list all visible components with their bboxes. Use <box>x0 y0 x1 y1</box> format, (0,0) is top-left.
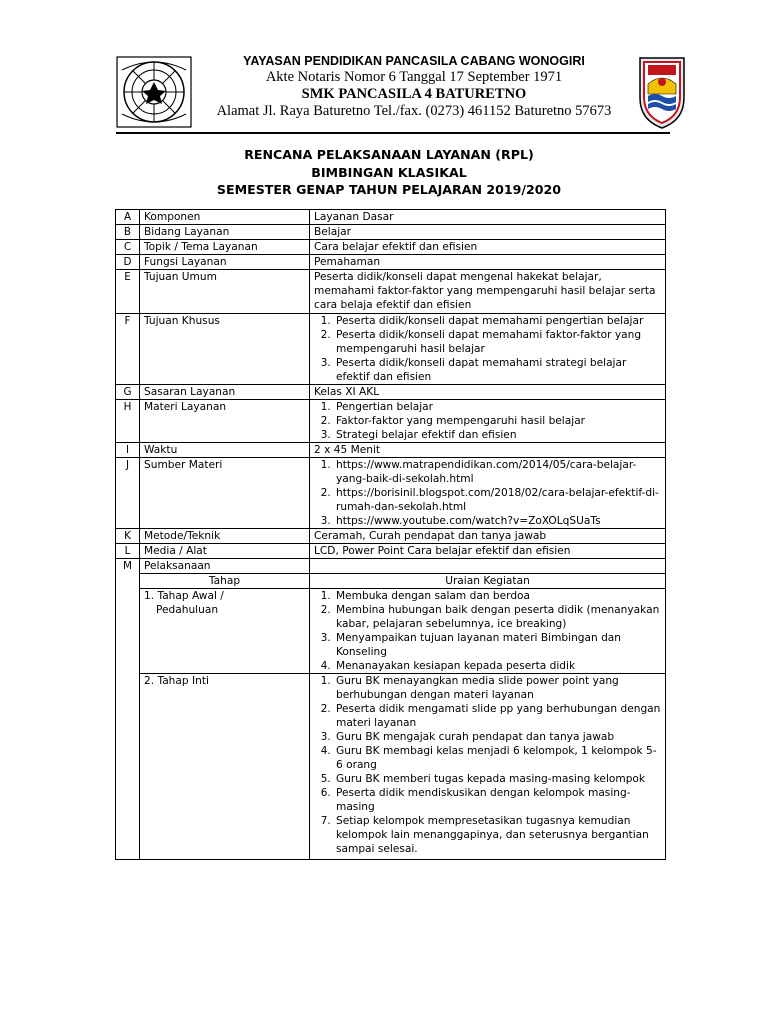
tujuan-khusus-list <box>314 314 661 384</box>
list-item: 7. Setiap kelompok mempresetasikan tugasnya kemudian kelompok lain menanggapinya, dan seterusnya bergantian sampai selesai. <box>334 814 661 856</box>
row-code: F <box>116 314 140 385</box>
row-label: Pelaksanaan <box>140 559 310 574</box>
row-code: C <box>116 240 140 255</box>
stage-label-line-1: 2. Tahap Inti <box>144 675 209 687</box>
tahap-awal-list <box>314 589 661 673</box>
pelaksanaan-header-row <box>116 574 666 589</box>
table-row <box>116 559 666 574</box>
list-item: 2. Peserta didik mengamati slide pp yang berhubungan dengan materi layanan <box>334 702 661 730</box>
row-label: Topik / Tema Layanan <box>140 240 310 255</box>
row-value: Layanan Dasar <box>310 210 666 225</box>
row-label: Sasaran Layanan <box>140 385 310 400</box>
row-label: Sumber Materi <box>140 458 310 529</box>
title-line-2: BIMBINGAN KLASIKAL <box>311 164 467 180</box>
table-row <box>116 210 666 225</box>
row-label: Fungsi Layanan <box>140 255 310 270</box>
list-item: 1. https://www.matrapendidikan.com/2014/05/cara-belajar-yang-baik-di-sekolah.html <box>334 458 661 486</box>
row-code: L <box>116 544 140 559</box>
list-item: 2. Faktor-faktor yang mempengaruhi hasil belajar <box>334 414 661 428</box>
list-item: 6. Peserta didik mendiskusikan dengan kelompok masing-masing <box>334 786 661 814</box>
title-line-3: SEMESTER GENAP TAHUN PELAJARAN 2019/2020 <box>216 182 562 197</box>
school-name: SMK PANCASILA 4 BATURETNO <box>301 86 527 102</box>
table-row <box>116 544 666 559</box>
row-code: D <box>116 255 140 270</box>
table-row <box>116 240 666 255</box>
list-item: 4. Guru BK membagi kelas menjadi 6 kelompok, 1 kelompok 5- 6 orang <box>334 744 661 772</box>
list-item: 3. Menyampaikan tujuan layanan materi Bimbingan dan Konseling <box>334 631 661 659</box>
list-item: 2. https://borisinil.blogspot.com/2018/02/cara-belajar-efektif-di-rumah-dan-sekolah.html <box>334 486 661 514</box>
row-label: Waktu <box>140 443 310 458</box>
table-row <box>116 400 666 443</box>
row-value: Ceramah, Curah pendapat dan tanya jawab <box>310 529 666 544</box>
letterhead-divider <box>116 132 670 134</box>
letterhead <box>110 52 688 134</box>
list-item: 4. Menanayakan kesiapan kepada peserta didik <box>334 659 661 673</box>
stage-activities <box>310 674 666 860</box>
table-row <box>116 225 666 240</box>
list-item: 1. Pengertian belajar <box>334 400 661 414</box>
tahap-header: Tahap <box>140 574 310 589</box>
row-code: M <box>116 559 140 860</box>
row-code: J <box>116 458 140 529</box>
row-value <box>310 458 666 529</box>
list-item: 3. Peserta didik/konseli dapat memahami strategi belajar efektif dan efisien <box>334 356 661 384</box>
rpl-table <box>115 209 666 860</box>
row-value: Cara belajar efektif dan efisien <box>310 240 666 255</box>
row-value <box>310 400 666 443</box>
row-label: Komponen <box>140 210 310 225</box>
row-code: A <box>116 210 140 225</box>
stage-row <box>116 674 666 860</box>
table-row <box>116 458 666 529</box>
row-label: Metode/Teknik <box>140 529 310 544</box>
school-shield-logo-icon <box>636 54 688 130</box>
notary-deed: Akte Notaris Nomor 6 Tanggal 17 September 1971 <box>265 69 563 85</box>
row-value: Belajar <box>310 225 666 240</box>
list-item: 1. Guru BK menayangkan media slide power point yang berhubungan dengan materi layanan <box>334 674 661 702</box>
row-value <box>310 559 666 574</box>
row-code: H <box>116 400 140 443</box>
letterhead-text <box>196 52 632 120</box>
row-label: Materi Layanan <box>140 400 310 443</box>
stage-row <box>116 589 666 674</box>
row-code: K <box>116 529 140 544</box>
row-value: LCD, Power Point Cara belajar efektif dan efisien <box>310 544 666 559</box>
stage-activities <box>310 589 666 674</box>
table-row <box>116 529 666 544</box>
stage-label <box>140 589 310 674</box>
list-item: 2. Peserta didik/konseli dapat memahami faktor-faktor yang mempengaruhi hasil belajar <box>334 328 661 356</box>
title-line-1: RENCANA PELAKSANAAN LAYANAN (RPL) <box>244 147 534 162</box>
row-code: B <box>116 225 140 240</box>
foundation-name: YAYASAN PENDIDIKAN PANCASILA CABANG WONOGIRI <box>243 54 585 68</box>
materi-layanan-list <box>314 400 661 442</box>
list-item: 5. Guru BK memberi tugas kepada masing-masing kelompok <box>334 772 661 786</box>
table-row <box>116 443 666 458</box>
stage-label-line-1: 1. Tahap Awal / <box>144 590 224 602</box>
row-value: 2 x 45 Menit <box>310 443 666 458</box>
list-item: 2. Membina hubungan baik dengan peserta didik (menanyakan kabar, pelajaran sebelumnya, ice breaking) <box>334 603 661 631</box>
list-item: 3. Strategi belajar efektif dan efisien <box>334 428 661 442</box>
uraian-header: Uraian Kegiatan <box>310 574 666 589</box>
row-value: Peserta didik/konseli dapat mengenal hakekat belajar, memahami faktor-faktor yang mempengaruhi hasil belajar serta cara belaja efektif dan efisien <box>310 270 666 314</box>
row-code: I <box>116 443 140 458</box>
stage-label-line-2: Pedahuluan <box>156 604 219 616</box>
row-code: G <box>116 385 140 400</box>
list-item: 3. https://www.youtube.com/watch?v=ZoXOLqSUaTs <box>334 514 661 528</box>
table-row <box>116 385 666 400</box>
sumber-materi-list <box>314 458 661 528</box>
stage-label <box>140 674 310 860</box>
table-row <box>116 255 666 270</box>
list-item: 1. Membuka dengan salam dan berdoa <box>334 589 661 603</box>
row-value <box>310 314 666 385</box>
row-label: Media / Alat <box>140 544 310 559</box>
document-title <box>110 146 668 199</box>
table-row <box>116 314 666 385</box>
table-row <box>116 270 666 314</box>
list-item: 3. Guru BK mengajak curah pendapat dan tanya jawab <box>334 730 661 744</box>
row-label: Tujuan Umum <box>140 270 310 314</box>
school-address: Alamat Jl. Raya Baturetno Tel./fax. (0273) 461152 Baturetno 57673 <box>216 103 612 119</box>
yayasan-pancasila-logo-icon <box>116 56 192 128</box>
row-value: Kelas XI AKL <box>310 385 666 400</box>
row-value: Pemahaman <box>310 255 666 270</box>
list-item: 1. Peserta didik/konseli dapat memahami pengertian belajar <box>334 314 661 328</box>
row-label: Tujuan Khusus <box>140 314 310 385</box>
row-label: Bidang Layanan <box>140 225 310 240</box>
tahap-inti-list <box>314 674 661 856</box>
row-code: E <box>116 270 140 314</box>
